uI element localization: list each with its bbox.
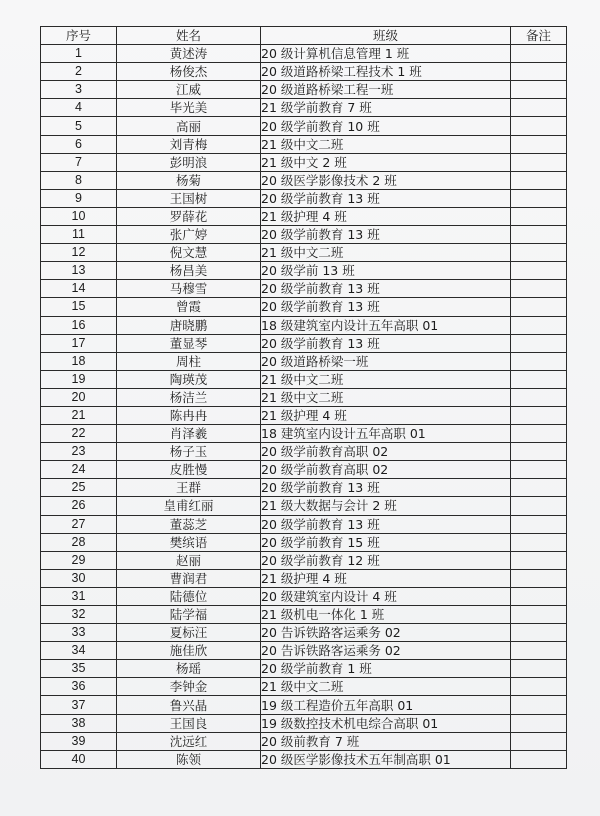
cell-remarks [511,515,567,533]
cell-serial-number: 11 [41,226,117,244]
cell-class: 21 级学前教育 7 班 [261,99,511,117]
cell-name: 肖泽羲 [117,425,261,443]
cell-remarks [511,533,567,551]
cell-serial-number: 25 [41,479,117,497]
cell-remarks [511,642,567,660]
cell-remarks [511,45,567,63]
cell-name: 董显琴 [117,334,261,352]
cell-class: 20 级道路桥梁工程一班 [261,81,511,99]
roster-table [40,26,567,769]
cell-remarks [511,678,567,696]
table-row [41,334,567,352]
cell-remarks [511,226,567,244]
cell-serial-number: 36 [41,678,117,696]
cell-remarks [511,352,567,370]
cell-serial-number: 37 [41,696,117,714]
cell-serial-number: 28 [41,533,117,551]
cell-class: 20 级建筑室内设计 4 班 [261,587,511,605]
cell-serial-number: 2 [41,63,117,81]
cell-serial-number: 10 [41,207,117,225]
cell-serial-number: 38 [41,714,117,732]
cell-remarks [511,606,567,624]
cell-serial-number: 23 [41,443,117,461]
cell-remarks [511,135,567,153]
cell-remarks [511,732,567,750]
cell-remarks [511,63,567,81]
table-row [41,479,567,497]
cell-remarks [511,153,567,171]
cell-serial-number: 9 [41,189,117,207]
cell-serial-number: 14 [41,280,117,298]
cell-serial-number: 21 [41,406,117,424]
cell-name: 高丽 [117,117,261,135]
cell-remarks [511,117,567,135]
table-row [41,117,567,135]
cell-serial-number: 30 [41,569,117,587]
cell-class: 21 级护理 4 班 [261,406,511,424]
table-row [41,750,567,768]
cell-remarks [511,587,567,605]
table-row [41,99,567,117]
cell-class: 20 级学前教育 12 班 [261,551,511,569]
cell-class: 20 级道路桥梁一班 [261,352,511,370]
table-row [41,171,567,189]
cell-remarks [511,99,567,117]
cell-name: 马穆雪 [117,280,261,298]
cell-class: 21 级中文二班 [261,135,511,153]
cell-class: 21 级中文二班 [261,370,511,388]
cell-class: 20 级学前教育 13 班 [261,226,511,244]
cell-remarks [511,696,567,714]
cell-name: 王国树 [117,189,261,207]
table-row [41,551,567,569]
cell-serial-number: 12 [41,244,117,262]
cell-class: 21 级中文二班 [261,388,511,406]
cell-class: 20 级学前教育 1 班 [261,660,511,678]
cell-class: 21 级大数据与会计 2 班 [261,497,511,515]
cell-serial-number: 3 [41,81,117,99]
cell-name: 李钟金 [117,678,261,696]
table-row [41,244,567,262]
cell-remarks [511,425,567,443]
cell-serial-number: 34 [41,642,117,660]
cell-class: 21 级护理 4 班 [261,207,511,225]
table-row [41,370,567,388]
cell-class: 20 级学前教育 13 班 [261,298,511,316]
cell-remarks [511,316,567,334]
table-row [41,696,567,714]
cell-remarks [511,406,567,424]
cell-serial-number: 22 [41,425,117,443]
roster-body [41,45,567,769]
cell-name: 王群 [117,479,261,497]
table-row [41,678,567,696]
cell-remarks [511,244,567,262]
cell-serial-number: 40 [41,750,117,768]
cell-class: 18 级建筑室内设计五年高职 01 [261,316,511,334]
header-name: 姓名 [117,27,261,45]
cell-name: 杨子玉 [117,443,261,461]
cell-serial-number: 39 [41,732,117,750]
cell-name: 彭明浪 [117,153,261,171]
cell-remarks [511,497,567,515]
cell-class: 21 级中文二班 [261,244,511,262]
table-row [41,189,567,207]
cell-name: 毕光美 [117,99,261,117]
cell-class: 19 级工程造价五年高职 01 [261,696,511,714]
cell-class: 20 级学前 13 班 [261,262,511,280]
cell-remarks [511,81,567,99]
cell-serial-number: 31 [41,587,117,605]
table-row [41,461,567,479]
table-row [41,298,567,316]
cell-name: 刘青梅 [117,135,261,153]
cell-serial-number: 5 [41,117,117,135]
table-row [41,587,567,605]
cell-remarks [511,189,567,207]
cell-serial-number: 1 [41,45,117,63]
cell-name: 张广婷 [117,226,261,244]
cell-class: 20 级学前教育高职 02 [261,443,511,461]
cell-remarks [511,280,567,298]
table-row [41,515,567,533]
cell-class: 20 级医学影像技术 2 班 [261,171,511,189]
cell-class: 20 级学前教育 13 班 [261,189,511,207]
cell-remarks [511,207,567,225]
cell-name: 黄述涛 [117,45,261,63]
table-row [41,280,567,298]
cell-name: 倪文慧 [117,244,261,262]
cell-serial-number: 17 [41,334,117,352]
cell-remarks [511,479,567,497]
cell-remarks [511,461,567,479]
table-row [41,497,567,515]
cell-name: 陶瑛茂 [117,370,261,388]
cell-class: 20 告诉铁路客运乘务 02 [261,624,511,642]
cell-class: 21 级机电一体化 1 班 [261,606,511,624]
cell-name: 陈冉冉 [117,406,261,424]
table-row [41,606,567,624]
cell-name: 杨菊 [117,171,261,189]
table-row [41,135,567,153]
cell-serial-number: 24 [41,461,117,479]
cell-remarks [511,262,567,280]
cell-class: 18 建筑室内设计五年高职 01 [261,425,511,443]
cell-name: 鲁兴晶 [117,696,261,714]
table-row [41,425,567,443]
cell-class: 21 级护理 4 班 [261,569,511,587]
cell-serial-number: 4 [41,99,117,117]
cell-name: 曹润君 [117,569,261,587]
cell-remarks [511,370,567,388]
cell-name: 施佳欣 [117,642,261,660]
cell-name: 杨昌美 [117,262,261,280]
cell-remarks [511,443,567,461]
table-row [41,443,567,461]
cell-class: 21 级中文二班 [261,678,511,696]
cell-class: 20 级学前教育 13 班 [261,334,511,352]
cell-serial-number: 20 [41,388,117,406]
cell-name: 夏标汪 [117,624,261,642]
table-row [41,533,567,551]
cell-remarks [511,388,567,406]
table-row [41,316,567,334]
table-row [41,352,567,370]
table-row [41,262,567,280]
cell-serial-number: 32 [41,606,117,624]
cell-remarks [511,298,567,316]
cell-serial-number: 29 [41,551,117,569]
table-row [41,226,567,244]
table-row [41,642,567,660]
cell-class: 20 级道路桥梁工程技术 1 班 [261,63,511,81]
cell-name: 陆德位 [117,587,261,605]
table-row [41,45,567,63]
cell-class: 20 级学前教育 13 班 [261,280,511,298]
table-row [41,153,567,171]
table-row [41,63,567,81]
cell-name: 江威 [117,81,261,99]
cell-name: 周柱 [117,352,261,370]
cell-serial-number: 26 [41,497,117,515]
cell-serial-number: 6 [41,135,117,153]
cell-name: 王国良 [117,714,261,732]
cell-remarks [511,334,567,352]
cell-name: 罗薛花 [117,207,261,225]
header-serial-number: 序号 [41,27,117,45]
cell-serial-number: 13 [41,262,117,280]
cell-remarks [511,551,567,569]
cell-name: 董蕊芝 [117,515,261,533]
table-row [41,406,567,424]
cell-name: 皇甫红丽 [117,497,261,515]
cell-name: 杨洁兰 [117,388,261,406]
table-row [41,569,567,587]
cell-name: 赵丽 [117,551,261,569]
cell-remarks [511,569,567,587]
cell-serial-number: 35 [41,660,117,678]
cell-class: 21 级中文 2 班 [261,153,511,171]
cell-class: 20 级医学影像技术五年制高职 01 [261,750,511,768]
cell-class: 20 级计算机信息管理 1 班 [261,45,511,63]
cell-remarks [511,750,567,768]
cell-serial-number: 18 [41,352,117,370]
table-row [41,660,567,678]
cell-class: 20 级学前教育 15 班 [261,533,511,551]
table-row [41,714,567,732]
cell-name: 陆学福 [117,606,261,624]
cell-serial-number: 27 [41,515,117,533]
header-remarks: 备注 [511,27,567,45]
cell-serial-number: 7 [41,153,117,171]
cell-serial-number: 8 [41,171,117,189]
cell-class: 19 级数控技术机电综合高职 01 [261,714,511,732]
table-row [41,732,567,750]
cell-remarks [511,624,567,642]
header-row [41,27,567,45]
cell-class: 20 级学前教育高职 02 [261,461,511,479]
cell-name: 樊缤语 [117,533,261,551]
cell-name: 唐晓鹏 [117,316,261,334]
table-row [41,624,567,642]
cell-serial-number: 33 [41,624,117,642]
table-row [41,207,567,225]
cell-name: 杨瑶 [117,660,261,678]
cell-remarks [511,660,567,678]
cell-remarks [511,171,567,189]
cell-name: 沈远红 [117,732,261,750]
cell-name: 陈领 [117,750,261,768]
cell-class: 20 级学前教育 13 班 [261,479,511,497]
header-class: 班级 [261,27,511,45]
cell-class: 20 级前教育 7 班 [261,732,511,750]
cell-serial-number: 16 [41,316,117,334]
cell-name: 杨俊杰 [117,63,261,81]
cell-serial-number: 19 [41,370,117,388]
cell-class: 20 告诉铁路客运乘务 02 [261,642,511,660]
cell-name: 曾霞 [117,298,261,316]
cell-remarks [511,714,567,732]
cell-name: 皮胜慢 [117,461,261,479]
table-row [41,81,567,99]
table-row [41,388,567,406]
cell-class: 20 级学前教育 13 班 [261,515,511,533]
cell-serial-number: 15 [41,298,117,316]
cell-class: 20 级学前教育 10 班 [261,117,511,135]
